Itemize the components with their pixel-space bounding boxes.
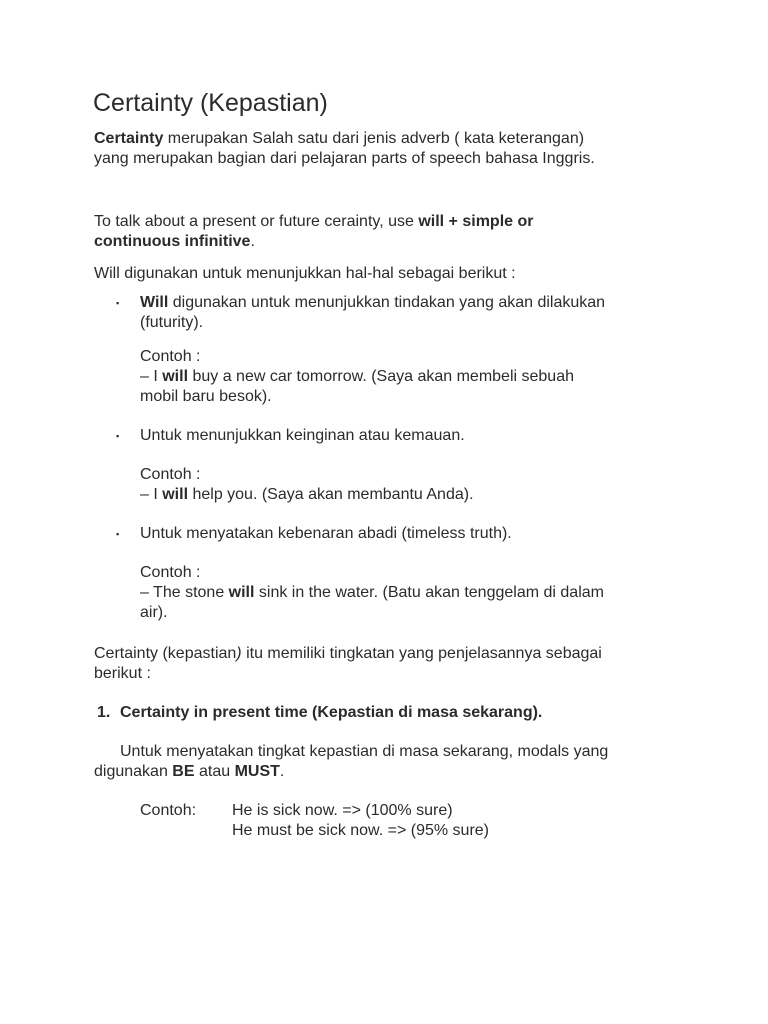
- examples-label: Contoh:: [140, 802, 197, 819]
- section-number: 1.: [97, 704, 111, 721]
- bullet-marker: ▪: [116, 431, 120, 441]
- example-text-line2: air).: [140, 604, 168, 621]
- bullet-item: [140, 293, 680, 333]
- bullet-bold: Will: [140, 294, 169, 311]
- levels-paragraph: [94, 644, 676, 684]
- bullet-text-line2: (futurity).: [140, 314, 204, 331]
- levels-text-line2: berikut :: [94, 665, 151, 682]
- levels-text: itu memiliki tingkatan yang penjelasannya sebagai: [241, 645, 602, 662]
- intro-text: merupakan Salah satu dari jenis adverb ( kata keterangan): [163, 130, 585, 147]
- example-text: buy a new car tomorrow. (Saya akan membeli sebuah: [188, 368, 574, 385]
- talk-paragraph: [94, 212, 694, 252]
- example-line: He is sick now. => (100% sure): [232, 802, 453, 819]
- example-bold: will: [162, 368, 189, 385]
- present-text: Untuk menyatakan tingkat kepastian di masa sekarang, modals yang: [120, 743, 609, 760]
- example-text: – The stone: [140, 584, 229, 601]
- present-text: .: [279, 763, 285, 780]
- section-heading: Certainty in present time (Kepastian di masa sekarang).: [120, 704, 543, 721]
- present-paragraph: [94, 742, 694, 782]
- example-bold: will: [162, 486, 189, 503]
- intro-paragraph: [94, 129, 694, 169]
- example-text: – I: [140, 368, 163, 385]
- bullet-marker: ▪: [116, 529, 120, 539]
- bullet-example: [140, 563, 680, 623]
- bullet-example: [140, 465, 680, 505]
- bullet-example: [140, 347, 680, 407]
- talk-text-end: .: [250, 233, 255, 250]
- example-bold: will: [228, 584, 255, 601]
- bullet-item: Untuk menunjukkan keinginan atau kemauan.: [140, 427, 465, 444]
- example-line: He must be sick now. => (95% sure): [232, 822, 489, 839]
- page-title: Certainty (Kepastian): [93, 89, 328, 117]
- example-text-line2: mobil baru besok).: [140, 388, 272, 405]
- example-text: sink in the water. (Batu akan tenggelam di dalam: [254, 584, 604, 601]
- present-bold-must: MUST: [234, 763, 280, 780]
- present-text: atau: [194, 763, 235, 780]
- bullet-text: digunakan untuk menunjukkan tindakan yang akan dilakukan: [168, 294, 606, 311]
- contoh-label: Contoh :: [140, 466, 201, 483]
- will-intro: Will digunakan untuk menunjukkan hal-hal sebagai berikut :: [94, 265, 516, 282]
- levels-paren: ): [236, 645, 242, 662]
- present-bold-be: BE: [172, 763, 195, 780]
- bullet-marker: ▪: [116, 298, 120, 308]
- contoh-label: Contoh :: [140, 348, 201, 365]
- intro-text-line2: yang merupakan bagian dari pelajaran parts of speech bahasa Inggris.: [94, 150, 595, 167]
- talk-bold-2: continuous infinitive: [94, 233, 251, 250]
- example-text: help you. (Saya akan membantu Anda).: [188, 486, 474, 503]
- talk-text: To talk about a present or future cerainty, use: [94, 213, 419, 230]
- talk-bold-1: will + simple or: [418, 213, 534, 230]
- levels-text: Certainty (kepastian: [94, 645, 237, 662]
- present-text: digunakan: [94, 763, 173, 780]
- bullet-item: Untuk menyatakan kebenaran abadi (timeless truth).: [140, 525, 512, 542]
- intro-bold-term: Certainty: [94, 130, 164, 147]
- example-text: – I: [140, 486, 163, 503]
- contoh-label: Contoh :: [140, 564, 201, 581]
